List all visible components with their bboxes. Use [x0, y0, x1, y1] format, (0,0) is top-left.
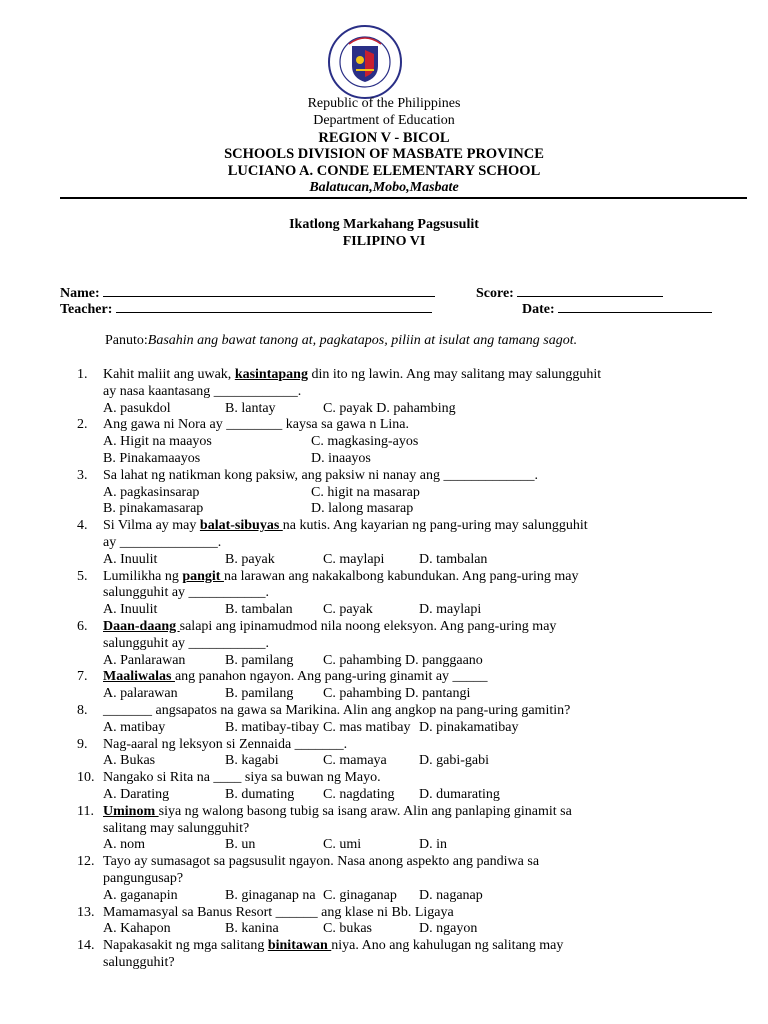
question-text: Sa lahat ng natikman kong paksiw, ang paksiw ni nanay ang _____________.	[103, 467, 538, 483]
answer-options	[103, 888, 603, 905]
instructions-text: Basahin ang bawat tanong at, pagkatapos, piliin at isulat ang tamang sagot.	[147, 333, 578, 348]
question-text-continued: salapi ang ipinamudmod nila noong eleksyon. Ang pang-uring may salungguhit ay ___________.	[103, 618, 557, 651]
answer-option: C. bukas	[323, 921, 372, 937]
question-item	[0, 854, 603, 904]
underlined-keyword: balat-sibuyas	[199, 518, 283, 534]
teacher-field[interactable]	[60, 300, 432, 318]
answer-option: C. payak	[323, 602, 373, 618]
date-field[interactable]	[522, 300, 712, 318]
question-text: Lumilikha ng	[103, 568, 183, 584]
answer-option: B. kagabi	[225, 753, 279, 769]
answer-option: D. naganap	[419, 887, 483, 903]
question-text: Napakasakit ng mga salitang	[103, 938, 268, 954]
question-item	[0, 367, 603, 417]
question-stem	[103, 804, 603, 838]
answer-option: A. Kahapon	[103, 921, 171, 937]
question-text: Nag-aaral ng leksyon si Zennaida _______.	[103, 736, 348, 752]
answer-option: C. nagdating	[323, 786, 395, 802]
answer-option: B. pamilang	[225, 686, 294, 702]
division-line: SCHOOLS DIVISION OF MASBATE PROVINCE	[224, 146, 544, 163]
answer-options	[103, 653, 603, 670]
question-number: 6.	[77, 618, 88, 634]
answer-option: C. mamaya	[323, 753, 387, 769]
answer-option: B. Pinakamaayos	[103, 450, 201, 466]
underlined-keyword: Maaliwalas	[103, 669, 175, 685]
answer-option: A. Darating	[103, 786, 170, 802]
question-number: 2.	[77, 417, 88, 433]
question-text: Kahit maliit ang uwak,	[103, 367, 235, 382]
question-stem	[103, 417, 603, 434]
answer-options	[103, 753, 603, 770]
question-item	[0, 804, 603, 854]
underlined-keyword: Uminom	[103, 803, 159, 819]
answer-option: B. un	[225, 837, 256, 853]
question-item	[0, 569, 603, 619]
school-line: LUCIANO A. CONDE ELEMENTARY SCHOOL	[227, 163, 541, 180]
answer-option: D. inaayos	[311, 450, 371, 466]
answer-option: B. pinakamasarap	[103, 501, 204, 517]
question-item	[0, 703, 603, 737]
question-stem	[103, 468, 603, 485]
question-number: 13.	[77, 904, 95, 920]
instructions-label: Panuto:	[105, 333, 148, 348]
answer-option: A. Panlarawan	[103, 652, 186, 668]
date-blank[interactable]	[558, 300, 712, 313]
question-item	[0, 770, 603, 804]
question-text: Ang gawa ni Nora ay ________ kaysa sa gawa n Lina.	[103, 417, 409, 433]
question-item	[0, 669, 603, 703]
underlined-keyword: Daan-daang	[103, 618, 180, 634]
answer-option: A. pasukdol	[103, 400, 171, 416]
answer-option: D. pinakamatibay	[419, 719, 519, 735]
answer-option: C. maylapi	[323, 551, 385, 567]
score-label: Score:	[476, 286, 514, 301]
answer-option: B. ginaganap na	[225, 887, 316, 903]
answer-option: B. pamilang	[225, 652, 294, 668]
question-number: 9.	[77, 736, 88, 752]
answer-option: A. Higit na maayos	[103, 434, 212, 450]
answer-option: B. dumating	[225, 786, 295, 802]
teacher-blank[interactable]	[116, 300, 432, 313]
answer-option: D. ngayon	[419, 921, 478, 937]
question-item	[0, 938, 603, 972]
answer-option: D. tambalan	[419, 551, 488, 567]
date-label: Date:	[522, 302, 555, 317]
answer-option: C. magkasing-ayos	[311, 434, 419, 450]
answer-option: B. kanina	[225, 921, 279, 937]
answer-option: D. in	[419, 837, 447, 853]
answer-options	[103, 720, 603, 737]
question-text-continued: na larawan ang nakakalbong kabundukan. Ang pang-uring may salungguhit ay ___________.	[103, 568, 579, 601]
question-text: Tayo ay sumasagot sa pagsusulit ngayon. Nasa anong aspekto ang pandiwa sa pangungusap?	[103, 854, 540, 886]
answer-options	[103, 485, 603, 502]
answer-option: B. lantay	[225, 400, 276, 416]
question-number: 4.	[77, 518, 88, 534]
region-line: REGION V - BICOL	[318, 129, 450, 146]
question-stem	[103, 569, 603, 603]
underlined-keyword: kasintapang	[234, 367, 308, 382]
question-stem	[103, 770, 603, 787]
question-stem	[103, 703, 603, 720]
question-text-continued: ang panahon ngayon. Ang pang-uring ginamit ay _____	[174, 669, 488, 685]
answer-options	[103, 451, 603, 468]
question-stem	[103, 737, 603, 754]
answer-options	[103, 602, 603, 619]
answer-option: C. umi	[323, 837, 362, 853]
answer-options	[103, 686, 603, 703]
deped-seal-logo	[327, 24, 403, 100]
subject-name: FILIPINO VI	[342, 233, 426, 249]
question-item	[0, 619, 603, 669]
question-stem	[103, 669, 603, 686]
answer-option: C. pahambing D. panggaano	[323, 652, 483, 668]
question-number: 10.	[77, 770, 95, 786]
answer-option: A. Inuulit	[103, 551, 158, 567]
answer-options	[103, 921, 603, 938]
question-list	[0, 367, 768, 972]
question-stem	[103, 619, 603, 653]
answer-option: A. gaganapin	[103, 887, 178, 903]
answer-option: D. gabi-gabi	[419, 753, 489, 769]
republic-line: Republic of the Philippines	[307, 96, 461, 111]
question-number: 5.	[77, 568, 88, 584]
answer-option: D. dumarating	[419, 786, 500, 802]
instructions	[105, 333, 577, 349]
answer-options	[103, 787, 603, 804]
exam-name: Ikatlong Markahang Pagsusulit	[289, 217, 479, 232]
answer-option: A. Bukas	[103, 753, 156, 769]
letterhead	[0, 96, 768, 197]
answer-option: B. payak	[225, 551, 275, 567]
answer-option: A. Inuulit	[103, 602, 158, 618]
answer-option: D. maylapi	[419, 602, 482, 618]
question-stem	[103, 854, 603, 888]
header-divider	[60, 197, 747, 199]
answer-option: C. mas matibay	[323, 719, 411, 735]
question-text-continued: niya. Ano ang kahulugan ng salitang may salungguhit?	[103, 938, 564, 970]
question-number: 3.	[77, 467, 88, 483]
department-line: Department of Education	[313, 112, 455, 128]
question-item	[0, 737, 603, 771]
answer-option: C. ginaganap	[323, 887, 397, 903]
exam-title	[0, 217, 768, 250]
question-item	[0, 905, 603, 939]
question-number: 1.	[77, 367, 88, 382]
answer-options	[103, 501, 603, 518]
answer-options	[103, 434, 603, 451]
name-blank[interactable]	[103, 284, 435, 297]
question-text: _______ angsapatos na gawa sa Marikina. Alin ang angkop na pang-uring gamitin?	[103, 702, 571, 718]
question-text: Nangako si Rita na ____ siya sa buwan ng Mayo.	[103, 770, 381, 786]
underlined-keyword: pangit	[182, 568, 224, 584]
question-stem	[103, 518, 603, 552]
question-item	[0, 468, 603, 518]
question-stem	[103, 938, 603, 972]
answer-option: C. pahambing D. pantangi	[323, 686, 471, 702]
question-number: 14.	[77, 938, 95, 954]
score-blank[interactable]	[517, 284, 663, 297]
answer-option: C. payak D. pahambing	[323, 400, 456, 416]
name-label: Name:	[60, 286, 100, 301]
answer-option: A. palarawan	[103, 686, 178, 702]
answer-option: B. tambalan	[225, 602, 293, 618]
teacher-label: Teacher:	[60, 302, 113, 317]
question-item	[0, 518, 603, 568]
question-number: 7.	[77, 669, 88, 685]
address-line: Balatucan,Mobo,Masbate	[309, 179, 459, 195]
question-number: 12.	[77, 854, 95, 870]
question-text: Mamamasyal sa Banus Resort ______ ang klase ni Bb. Ligaya	[103, 904, 454, 920]
answer-option: A. matibay	[103, 719, 166, 735]
question-stem	[103, 367, 603, 401]
answer-options	[103, 552, 603, 569]
question-number: 11.	[77, 803, 94, 819]
answer-option: A. nom	[103, 837, 145, 853]
question-text: Si Vilma ay may	[103, 518, 200, 534]
answer-option: C. higit na masarap	[311, 484, 420, 500]
question-stem	[103, 905, 603, 922]
question-text-continued: na kutis. Ang kayarian ng pang-uring may salungguhit ay ______________.	[103, 518, 588, 550]
question-text-continued: din ito ng lawin. Ang may salitang may salungguhit ay nasa kaantasang ____________.	[103, 367, 602, 399]
question-number: 8.	[77, 702, 88, 718]
answer-options	[103, 401, 603, 418]
underlined-keyword: binitawan	[267, 938, 332, 954]
answer-option: D. lalong masarap	[311, 501, 414, 517]
answer-option: A. pagkasinsarap	[103, 484, 200, 500]
question-item	[0, 417, 603, 467]
question-text-continued: siya ng walong basong tubig sa isang araw. Alin ang panlaping ginamit sa salitang may salungguhit?	[103, 803, 572, 836]
answer-options	[103, 837, 603, 854]
answer-option: B. matibay-tibay	[225, 719, 320, 735]
